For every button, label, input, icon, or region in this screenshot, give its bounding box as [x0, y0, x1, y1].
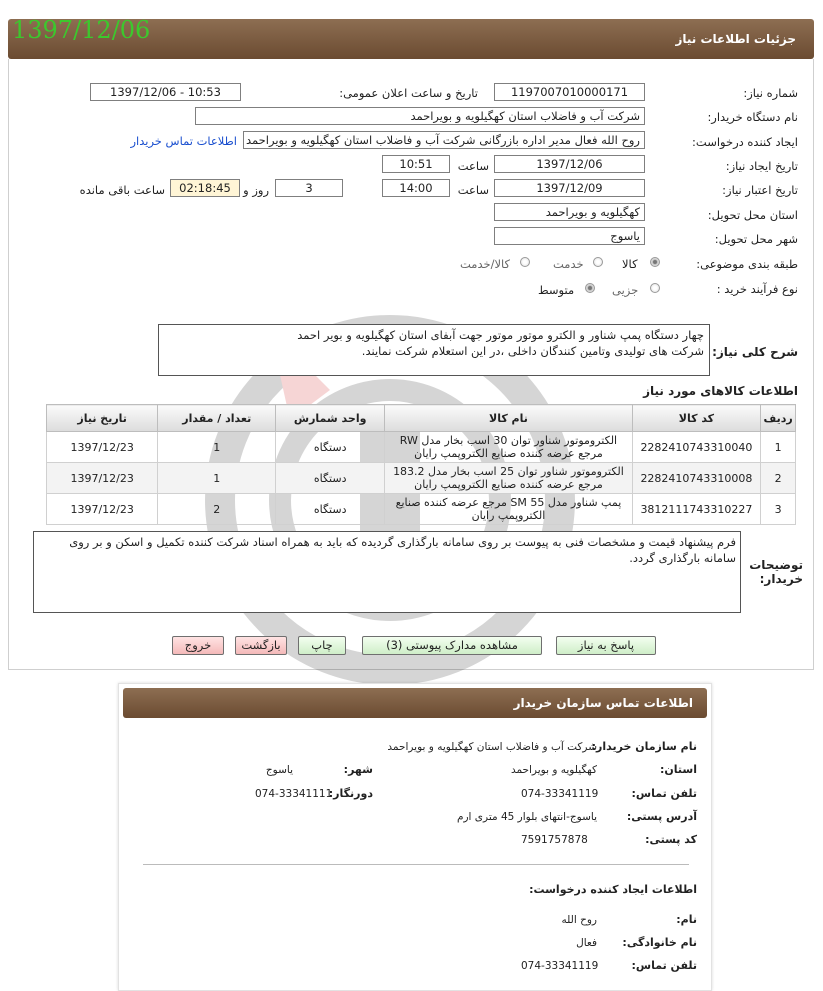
cell-qty: 2: [158, 494, 276, 525]
remaining-days-field: 3: [275, 179, 343, 197]
validity-date-field: 1397/12/09: [494, 179, 645, 197]
contact-header: [123, 688, 707, 718]
contact-phone-label: تلفن تماس:: [631, 787, 697, 800]
cell-qty: 1: [158, 432, 276, 463]
page-title: جزئیات اطلاعات نیاز: [675, 32, 796, 46]
contact-org-label: نام سازمان خریدار:: [591, 740, 697, 753]
contact-address-label: آدرس پستی:: [626, 810, 697, 823]
delivery-city-label: شهر محل تحویل:: [714, 232, 798, 246]
created-time-label: ساعت: [457, 159, 489, 173]
contact-province-value: کهگیلویه و بویراحمد: [510, 764, 597, 776]
purchase-option-minor: جزیی: [612, 283, 639, 297]
delivery-city-field: یاسوج: [494, 227, 645, 245]
contact-fax-label: دورنگار:: [328, 787, 373, 800]
items-section-title: اطلاعات کالاهای مورد نیاز: [643, 384, 798, 398]
buyer-notes-label: توضیحات خریدار:: [749, 558, 803, 586]
col-name: نام کالا: [385, 405, 632, 432]
validity-date-label: تاریخ اعتبار نیاز:: [722, 183, 798, 197]
need-number-field: 1197007010000171: [494, 83, 645, 101]
col-date: تاریخ نیاز: [47, 405, 158, 432]
cell-unit: دستگاه: [276, 432, 385, 463]
creator-name-label: نام:: [676, 913, 697, 926]
category-radio-service[interactable]: [593, 257, 603, 267]
date-stamp: 1397/12/06: [12, 16, 151, 44]
cell-row: 2: [761, 463, 796, 494]
announce-label: تاریخ و ساعت اعلان عمومی:: [339, 86, 478, 100]
col-unit: واحد شمارش: [276, 405, 385, 432]
validity-time-label: ساعت: [457, 183, 489, 197]
contact-postal-value: 7591757878: [521, 834, 588, 846]
description-line-1: چهار دستگاه پمپ شناور و الکترو موتور موتور جهت آبفای استان کهگیلویه و بویر احمد: [297, 328, 704, 342]
print-button[interactable]: چاپ: [298, 636, 346, 655]
remaining-time-label: ساعت باقی مانده: [79, 183, 165, 197]
requester-label: ایجاد کننده درخواست:: [692, 135, 798, 149]
creator-phone-value: 074-33341119: [521, 960, 599, 972]
cell-date: 1397/12/23: [47, 494, 158, 525]
view-attachments-button[interactable]: مشاهده مدارک پیوستی (3): [362, 636, 542, 655]
need-number-label: شماره نیاز:: [743, 86, 798, 100]
cell-unit: دستگاه: [276, 463, 385, 494]
creator-name-value: روح الله: [561, 914, 597, 926]
col-qty: تعداد / مقدار: [158, 405, 276, 432]
cell-code: 2282410743310040: [632, 432, 761, 463]
cell-unit: دستگاه: [276, 494, 385, 525]
requester-field: روح الله فعال مدیر اداره بازرگانی شرکت آب و فاضلاب استان کهگیلویه و بویراحمد: [243, 131, 645, 149]
reply-button[interactable]: پاسخ به نیاز: [556, 636, 656, 655]
contact-phone-value: 074-33341119: [521, 788, 599, 800]
cell-name: الکتروموتور شناور توان 25 اسب بخار مدل 183.2 مرجع عرضه کننده صنایع الکتروپمپ رایان: [385, 463, 632, 494]
purchase-option-medium: متوسط: [538, 283, 575, 297]
cell-name: الکتروموتور شناور توان 30 اسب بخار مدل RW مرجع عرضه کننده صنایع الکتروپمپ رایان: [385, 432, 632, 463]
creator-phone-label: تلفن تماس:: [631, 959, 697, 972]
exit-button[interactable]: خروج: [172, 636, 224, 655]
contact-city-label: شهر:: [343, 763, 373, 776]
category-option-goods-service: کالا/خدمت: [460, 257, 511, 271]
items-header-row: [47, 405, 796, 432]
purchase-radio-minor[interactable]: [650, 283, 660, 293]
contact-org-value: شرکت آب و فاضلاب استان کهگیلویه و بویراحمد: [387, 741, 597, 753]
col-code: کد کالا: [632, 405, 761, 432]
cell-code: 3812111743310227: [632, 494, 761, 525]
buyer-notes-box: فرم پیشنهاد قیمت و مشخصات فنی به پیوست بر روی سامانه بارگذاری گردیده که باید به همراه اسناد شرکت کننده تکمیل و اسکن و بر روی سامانه بارگذاری گردد.: [33, 531, 741, 613]
table-row: [47, 463, 796, 494]
purchase-radio-medium[interactable]: [585, 283, 595, 293]
cell-qty: 1: [158, 463, 276, 494]
buyer-org-label: نام دستگاه خریدار:: [707, 110, 798, 124]
buyer-contact-panel: [118, 683, 712, 991]
creator-family-value: فعال: [576, 937, 597, 949]
cell-row: 1: [761, 432, 796, 463]
category-option-goods: کالا: [622, 257, 638, 271]
contact-fax-value: 074-33341111: [255, 788, 333, 800]
contact-province-label: استان:: [660, 763, 697, 776]
cell-code: 2282410743310008: [632, 463, 761, 494]
announce-field: 1397/12/06 - 10:53: [90, 83, 241, 101]
created-date-label: تاریخ ایجاد نیاز:: [725, 159, 798, 173]
description-line-2: شرکت های تولیدی وتامین کنندگان داخلی ،در این استعلام شرکت نمایند.: [361, 344, 704, 358]
cell-date: 1397/12/23: [47, 463, 158, 494]
creator-family-label: نام خانوادگی:: [622, 936, 697, 949]
remaining-time-field: 02:18:45: [170, 179, 240, 197]
delivery-province-field: کهگیلویه و بویراحمد: [494, 203, 645, 221]
description-box: [158, 324, 710, 376]
delivery-province-label: استان محل تحویل:: [707, 208, 798, 222]
cell-row: 3: [761, 494, 796, 525]
contact-postal-label: کد پستی:: [645, 833, 697, 846]
contact-divider: [143, 864, 689, 865]
purchase-type-label: نوع فرآیند خرید :: [716, 282, 798, 296]
category-radio-goods[interactable]: [650, 257, 660, 267]
contact-title: اطلاعات تماس سازمان خریدار: [513, 696, 693, 710]
category-option-service: خدمت: [553, 257, 584, 271]
days-label: روز و: [243, 183, 269, 197]
buyer-contact-link[interactable]: اطلاعات تماس خریدار: [130, 134, 237, 148]
cell-name: پمپ شناور مدل SM 55 مرجع عرضه کننده صنایع الکتروپمپ رایان: [385, 494, 632, 525]
category-radio-goods-service[interactable]: [520, 257, 530, 267]
cell-date: 1397/12/23: [47, 432, 158, 463]
creator-section-title: اطلاعات ایجاد کننده درخواست:: [529, 883, 697, 896]
validity-time-field: 14:00: [382, 179, 450, 197]
created-time-field: 10:51: [382, 155, 450, 173]
col-row: ردیف: [761, 405, 796, 432]
items-table: [46, 404, 796, 525]
table-row: [47, 432, 796, 463]
created-date-field: 1397/12/06: [494, 155, 645, 173]
category-label: طبقه بندی موضوعی:: [696, 257, 798, 271]
buyer-org-field: شرکت آب و فاضلاب استان کهگیلویه و بویراحمد: [195, 107, 645, 125]
back-button[interactable]: بازگشت: [235, 636, 287, 655]
contact-city-value: یاسوج: [265, 764, 293, 776]
table-row: [47, 494, 796, 525]
contact-address-value: یاسوج-انتهای بلوار 45 متری ارم: [456, 811, 597, 823]
description-label: شرح کلی نیاز:: [712, 345, 798, 359]
